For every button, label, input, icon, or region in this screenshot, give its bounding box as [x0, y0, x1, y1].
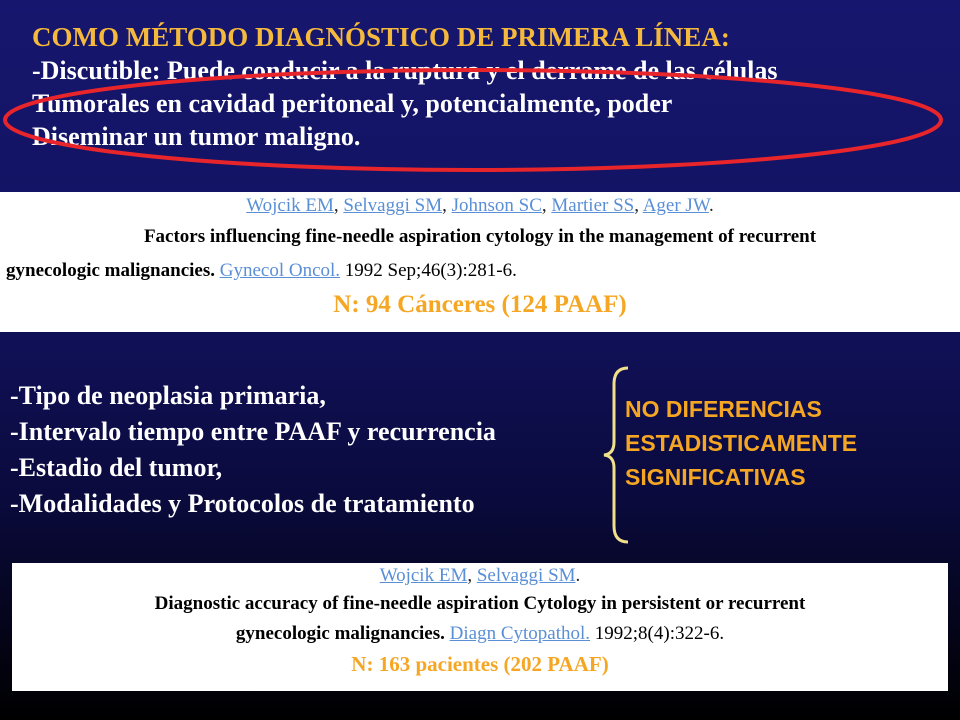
heading-line-3: Diseminar un tumor maligno. — [32, 122, 361, 151]
author-link-johnson[interactable]: Johnson SC — [451, 195, 542, 216]
reference-1-title-line-1: Factors influencing fine-needle aspiration cytology in the management of recurrent — [143, 226, 817, 247]
factor-item: -Tipo de neoplasia primaria, — [10, 381, 326, 410]
factors-list — [10, 378, 496, 522]
heading-line-2: Tumorales en cavidad peritoneal y, potencialmente, poder — [32, 89, 673, 118]
factor-item: -Intervalo tiempo entre PAAF y recurrencia — [10, 417, 496, 446]
reference-2-citation: 1992;8(4):322-6. — [594, 623, 725, 644]
reference-2-journal-link[interactable]: Diagn Cytopathol. — [449, 623, 591, 644]
slide-title: COMO MÉTODO DIAGNÓSTICO DE PRIMERA LÍNEA: — [32, 22, 730, 52]
reference-2-authors: Wojcik EM, Selvaggi SM. — [379, 565, 581, 586]
reference-1-title-line-2 — [0, 254, 960, 288]
reference-1-title-end: gynecologic malignancies. — [6, 260, 215, 281]
reference-1-citation: 1992 Sep;46(3):281-6. — [344, 260, 517, 281]
reference-1-journal-link[interactable]: Gynecol Oncol. — [219, 260, 341, 281]
reference-1-box — [0, 192, 960, 332]
result-line-1: NO DIFERENCIAS — [625, 396, 822, 422]
author-link-martier[interactable]: Martier SS — [551, 195, 635, 216]
result-block — [625, 392, 857, 494]
reference-2-title-line-2 — [12, 619, 948, 649]
author-link-ager[interactable]: Ager JW — [642, 195, 710, 216]
author-link-wojcik[interactable]: Wojcik EM — [246, 195, 334, 216]
factor-item: -Modalidades y Protocolos de tratamiento — [10, 489, 475, 518]
result-line-2: ESTADISTICAMENTE — [625, 430, 858, 456]
reference-1-authors: Wojcik EM, Selvaggi SM, Johnson SC, Martier SS, Ager JW. — [246, 195, 714, 216]
reference-2-sample: N: 163 pacientes (202 PAAF) — [351, 652, 609, 676]
result-line-3: SIGNIFICATIVAS — [625, 464, 806, 490]
reference-1-sample: N: 94 Cánceres (124 PAAF) — [333, 291, 627, 318]
reference-2-title-end: gynecologic malignancies. — [235, 623, 445, 644]
reference-2-title-line-1: Diagnostic accuracy of fine-needle aspiration Cytology in persistent or recurrent — [154, 593, 806, 614]
author-link-selvaggi[interactable]: Selvaggi SM — [343, 195, 443, 216]
reference-2-box — [12, 563, 948, 691]
author-link-selvaggi-2[interactable]: Selvaggi SM — [476, 565, 576, 586]
heading-line-1: -Discutible: Puede conducir a la ruptura y el derrame de las células — [32, 56, 778, 85]
factor-item: -Estadio del tumor, — [10, 453, 223, 482]
heading-block — [32, 20, 952, 153]
author-link-wojcik-2[interactable]: Wojcik EM — [379, 565, 468, 586]
